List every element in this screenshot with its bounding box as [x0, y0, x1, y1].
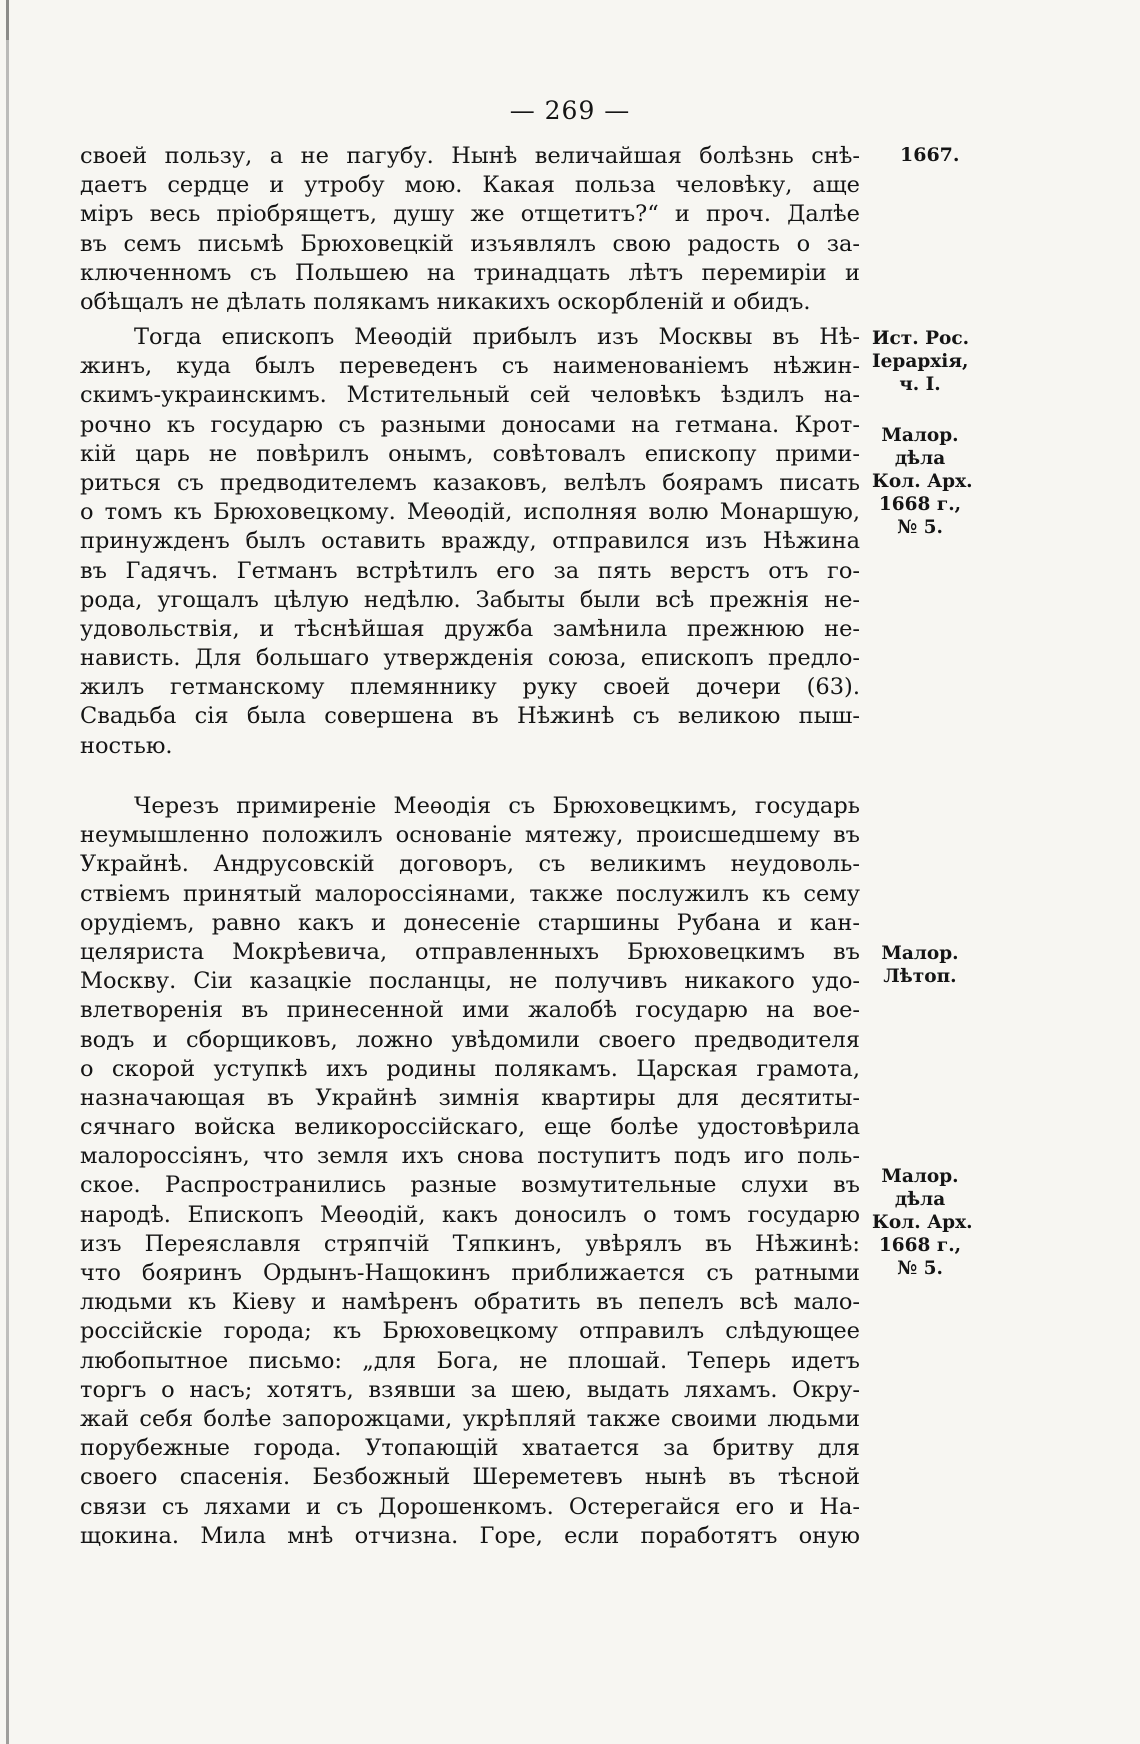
margin-note-line: 1668 г.,	[878, 494, 962, 515]
margin-note-line: ч. I.	[899, 374, 941, 395]
text-line: изъ Переяславля стряпчій Тяпкинъ, увѣрялъ въ Нѣжинѣ:	[80, 1230, 860, 1257]
text-line: принужденъ былъ оставить вражду, отправился изъ Нѣжина	[80, 528, 860, 555]
text-line: торгъ о насъ; хотятъ, взявши за шею, выдать ляхамъ. Окру-	[80, 1376, 860, 1403]
text-line: даетъ сердце и утробу мою. Какая польза человѣку, аще	[80, 172, 860, 199]
text-line: Москву. Сіи казацкіе посланцы, не получивъ никакого удо-	[80, 968, 860, 995]
margin-note-2	[872, 424, 973, 539]
text-line: міръ весь пріобрящетъ, душу же отщетитъ?“ и проч. Далѣе	[80, 201, 860, 228]
text-line: ключенномъ съ Польшею на тринадцать лѣтъ перемиріи и	[80, 259, 860, 286]
margin-year-text: 1667.	[900, 144, 960, 166]
text-line: порубежные города. Утопающій хватается за бритву для	[80, 1435, 860, 1462]
margin-note-line: № 5.	[897, 1258, 943, 1279]
text-line: орудіемъ, равно какъ и донесеніе старшины Рубана и кан-	[80, 909, 860, 936]
margin-note-line: Малор.	[881, 943, 959, 964]
text-line: кій царь не повѣрилъ онымъ, совѣтовалъ епископу прими-	[80, 440, 860, 467]
margin-note-line: дѣла	[894, 1189, 946, 1210]
margin-note-1	[872, 327, 968, 396]
text-line: ское. Распространились разные возмутительные слухи въ	[80, 1172, 860, 1199]
text-line: назначающая въ Украйнѣ зимнія квартиры для десятиты-	[80, 1084, 860, 1111]
margin-year	[900, 144, 996, 167]
text-line: народѣ. Епископъ Меѳодій, какъ доносилъ о томъ государю	[80, 1201, 860, 1228]
margin-note-4	[872, 1165, 973, 1280]
margin-note-line: Малор.	[881, 1166, 959, 1187]
text-line: влетворенія въ принесенной ими жалобѣ государю на вое-	[80, 997, 860, 1024]
margin-note-3	[872, 942, 968, 988]
text-line: нависть. Для большаго утвержденія союза, епископъ предло-	[80, 645, 860, 672]
text-line: риться съ предводителемъ казаковъ, велѣлъ боярамъ писать	[80, 469, 860, 496]
text-line: малороссіянъ, что земля ихъ снова поступитъ подъ иго поль-	[80, 1143, 860, 1170]
text-line: въ Гадячъ. Гетманъ встрѣтилъ его за пять верстъ отъ го-	[80, 557, 860, 584]
text-line: жай себя болѣе запорожцами, укрѣпляй также своими людьми	[80, 1405, 860, 1432]
paragraph-2	[80, 323, 860, 761]
text-line: скимъ-украинскимъ. Мстительный сей человѣкъ ѣздилъ на-	[80, 382, 860, 409]
text-line: ностью.	[80, 732, 173, 759]
text-line: что бояринъ Ордынъ-Нащокинъ приближается съ ратными	[80, 1260, 860, 1286]
margin-note-line: Кол. Арх.	[872, 1212, 973, 1233]
text-line: Тогда епископъ Меѳодій прибылъ изъ Москвы въ Нѣ-	[134, 324, 860, 350]
text-line: россійскіе города; къ Брюховецкому отправилъ слѣдующее	[80, 1318, 860, 1345]
text-line: о скорой уступкѣ ихъ родины полякамъ. Царская грамота,	[80, 1055, 860, 1082]
text-line: Свадьба сія была совершена въ Нѣжинѣ съ великою пыш-	[80, 703, 860, 730]
text-line: любопытное письмо: „для Бога, не плошай. Теперь идетъ	[80, 1347, 860, 1374]
text-line: сячнаго войска великороссійскаго, еще болѣе удостовѣрила	[80, 1114, 860, 1141]
text-line: неумышленно положилъ основаніе мятежу, происшедшему въ	[80, 822, 860, 849]
text-line: о томъ къ Брюховецкому. Меѳодій, исполняя волю Монаршую,	[80, 499, 860, 526]
text-line: людьми къ Кіеву и намѣренъ обратить въ пепелъ всѣ мало-	[80, 1289, 860, 1316]
text-line: рочно къ государю съ разными доносами на гетмана. Крот-	[80, 411, 860, 438]
text-line: въ семъ письмѣ Брюховецкій изъявлялъ свою радость о за-	[80, 230, 860, 257]
margin-note-line: дѣла	[894, 448, 946, 469]
paragraph-3	[80, 792, 860, 1551]
margin-note-line: № 5.	[897, 517, 943, 538]
paragraph-1	[80, 142, 860, 317]
text-line: связи съ ляхами и съ Дорошенкомъ. Остерегайся его и На-	[80, 1493, 860, 1520]
text-line: своей пользу, а не пагубу. Нынѣ величайшая болѣзнь снѣ-	[80, 143, 860, 169]
margin-note-line: Кол. Арх.	[872, 471, 973, 492]
text-line: рода, угощалъ цѣлую недѣлю. Забыты были всѣ прежнія не-	[80, 586, 860, 613]
margin-note-line: Лѣтоп.	[883, 966, 957, 987]
text-line: Украйнѣ. Андрусовскій договоръ, съ великимъ неудоволь-	[80, 851, 860, 878]
margin-note-line: Ист. Рос.	[872, 328, 970, 349]
text-line: щокина. Мила мнѣ отчизна. Горе, если поработятъ оную	[80, 1522, 860, 1549]
text-line: жилъ гетманскому племяннику руку своей дочери (63).	[80, 674, 860, 701]
text-line: обѣщалъ не дѣлать полякамъ никакихъ оскорбленій и обидъ.	[80, 288, 811, 315]
text-line: ствіемъ принятый малороссіянами, также послужилъ къ сему	[80, 880, 860, 907]
margin-note-line: Іерархія,	[872, 351, 969, 372]
margin-note-line: 1668 г.,	[878, 1235, 962, 1256]
text-line: целяриста Мокрѣевича, отправленныхъ Брюховецкимъ въ	[80, 938, 860, 965]
text-line: своего спасенія. Безбожный Шереметевъ нынѣ въ тѣсной	[80, 1464, 860, 1491]
page-edge-shadow	[6, 0, 9, 1744]
margin-note-line: Малор.	[881, 425, 959, 446]
text-line: жинъ, куда былъ переведенъ съ наименованіемъ нѣжин-	[80, 353, 860, 380]
text-line: водъ и сборщиковъ, ложно увѣдомили своего предводителя	[80, 1026, 860, 1053]
page-number: — 269 —	[509, 96, 631, 125]
text-line: удовольствія, и тѣснѣйшая дружба замѣнила прежнюю не-	[80, 615, 860, 642]
text-line: Черезъ примиреніе Меѳодія съ Брюховецкимъ, государь	[134, 793, 860, 819]
